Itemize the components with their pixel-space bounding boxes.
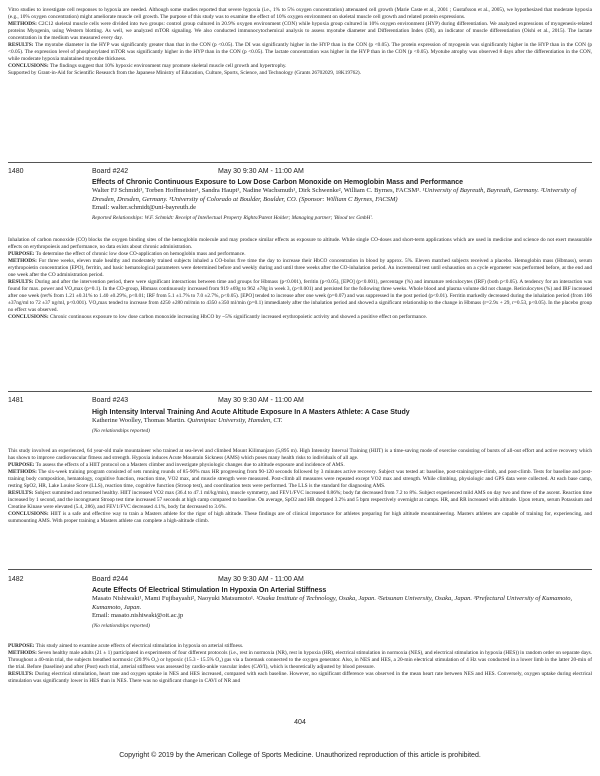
abstract-header-1481 <box>8 397 592 406</box>
author-list: Masato Nishiwaki¹, Mami Fujibayashi², Naoyuki Matsumoto¹. ¹Osaka Institute of Technology, Osaka, Japan. ²Setsunan University, Osaka, Japan. ³Prefectural University of Kumamoto, Kumamoto, Japan. <box>92 595 573 611</box>
paragraph: CONCLUSIONS: HIIT is a safe and effective way to train a Masters athlete for the rigor of high altitude. These findings are of clinical importance for athletes preparing for high altitude mountaineering. Masters athletes are capable of training for, experiencing, and summounting AMS. With proper training a Masters athlete can complete a high-altitude climb. <box>8 511 592 524</box>
abstract-title: Acute Effects Of Electrical Stimulation In Hypoxia On Arterial Stiffness <box>92 587 327 594</box>
abstract-title: Effects of Chronic Continuous Exposure to Low Dose Carbon Monoxide on Hemoglobin Mass and Performance <box>92 179 464 186</box>
paragraph: Vitro studies to investigate cell responses to hypoxia are needed. Although some studies reported that severe hypoxia (i.e., 1% to 5% oxygen concentration) attenuated cell growth (Marie Caste et al., 2001 ; Gustafsson et al., 2005), we hypothesized that moderate hypoxia (e.g., 10% oxygen concentration) might ameliorate muscle cell growth. The purpose of this study was to examine the effect of 10% oxygen environment on skeletal muscle cell growth and related protein expressions. <box>8 7 592 20</box>
paragraph: CONCLUSIONS: Chronic continuous exposure to low dose carbon monoxide increasing HbCO by ~5% significantly increased erythropoietic activity and showed a positive effect on performance. <box>8 314 428 320</box>
paragraph: PURPOSE: To determine the effect of chronic low dose CO-application on hemoglobin mass and performance. <box>8 251 246 257</box>
paragraph: METHODS: For three weeks, eleven male healthy and moderately trained subjects inhaled a CO-bolus five time the day to increase their HbCO concentration in blood by approx. 5%. Eleven matched subjects received a placebo. Hemoglobin mass (Hbmass), serum erythropoietin concentration (EPO), ferritin, and basic hematological parameters were determined before and weekly during and until three weeks after the CO-inhalation period. An incremental test until exhaustion on a cycle ergometer was performed before, at the end and one week after the CO administration period. <box>8 258 592 278</box>
abstract-number: 1481 <box>8 397 24 404</box>
paragraph: PURPOSE: To assess the effects of a HIIT protocol on a Masters climber and investigate physiologic changes due to altitude exposure and incidence of AMS. <box>8 462 345 468</box>
paragraph: RESULTS: During electrical stimulation, heart rate and oxygen uptake in NES and HES increased, compared with each baseline. However, no significant difference was observed in the mean heart rate between NES and HES. Conversely, oxygen uptake during electrical stimulation was significantly lower in HES than in NES. There was no significant change in CAVI of NR and <box>8 671 592 684</box>
board-number: Board #242 <box>92 168 129 175</box>
paragraph: METHODS: C2C12 skeletal muscle cells were divided into two groups: control group cultured in 20.9% oxygen environment (CON) while hypoxia group cultured in 10% oxygen environment (HYP) during differentiation. We analyzed expressions of myogenesis-related proteins Myogenin, using Western blotting. As well, we analyzed mTOR signaling. We also conducted immunocytochemical analysis to assess myotube diameter and Differentiation Index (DI), an indicator of muscle differentiation (Oishi et al., 2015). The lactate concentration in the medium was measured every day. <box>8 21 592 41</box>
divider <box>8 569 592 570</box>
abstract-body-1482 <box>8 643 592 685</box>
abstract-body-1480 <box>8 237 592 321</box>
paragraph: RESULTS: The myotube diameter in the HYP was significantly greater than that in the CON (p <0.05). The DI was significantly higher in the HYP than in the CON (p <0.05). The protein expression of myogenin was significantly higher in the HYP than in the CON (p <0.05). The expression level of phosphorylated mTOR was significantly higher in the HYP than in the CON (p <0.05). The lactate concentration was higher in the HYP than in the CON (p <0.05). Myotube atrophy was observed 8 days after the differentiation in the CON, while moderate hypoxia maintained myotube thickness. <box>8 42 592 62</box>
paragraph: RESULTS: Subject summited and returned healthy. HIIT increased VO2 max (36.4 to 47.1 ml/kg/min), muscle symmetry, and FEV1/FVC increased 0.86%; body fat decreased from 7.2 to 8%. Subject experienced mild AMS on day two and three of the ascent. Reaction time increased by 1 second, and the incongruent Stroop test time increased 57 seconds at high camp compared to baseline. On average, SpO2 and HR dropped 3.2% and 5 bpm respectively overnight at camps. HR, and RR increased with altitude. Upon return, serum Potassium and Creatine Kinase were elevated (5.4, 286), and FEV1/FVC decreased 4.1%, body fat decreased to 3.6%. <box>8 490 592 510</box>
paragraph: This study involved an experienced, 64 year-old male mountaineer who trained at sea-level and climbed Mount Kilimanjaro (5,895 m). High Intensity Interval Training (HIIT) is a time-saving mode of exercise consisting of bursts of all-out effort and active recovery which has shown to improve cardiovascular fitness and strength. Hypoxia induces Acute Mountain Sickness (AMS) which poses many health risks to individuals of all age. <box>8 448 592 461</box>
author-list: Walter FJ Schmidt¹, Torben Hoffmeister¹, Sandra Haupt¹, Nadine Wachsmuth¹, Dirk Schwenke², William C. Byrnes, FACSM³. ¹University of Bayreuth, Bayreuth, Germany. ²University of Dresden, Dresden, Germany. ³University of Colorado at Boulder, Boulder, CO. (Sponsor: William C Byrnes, FACSM) <box>92 187 577 203</box>
author-email: Email: walter.schmidt@uni-bayreuth.de <box>92 204 196 211</box>
paragraph: METHODS: Seven healthy male adults (21 ± 1) participated in experiments of four different protocols (i.e., rest in normoxia (NR), rest in hypoxia (HR), electrical stimulation in normoxia (NES), and electrical stimulation in hypoxia (HES)) in random order on separate days. Throughout a 40-min trial, the subjects breathed normoxic (20.9% O₂) or hypoxic (15.3 - 15.5% O₂) gas via a facemask connected to the oxygen generator. Also, in NES and HES, a 20-min electrical stimulation of 4 Hz was conducted in a lower limb in the latter 20-min of the trial. Before (baseline) and after (Post) each trial, arterial stiffness was assessed by cardio-ankle vascular index (CAVI), which is theoretically adjusted by blood pressure. <box>8 650 592 670</box>
abstract-meta-1481 <box>92 408 592 435</box>
disclosure: (No relationships reported) <box>92 622 150 629</box>
divider <box>8 162 592 163</box>
board-number: Board #244 <box>92 576 129 583</box>
abstract-header-1480 <box>8 168 592 177</box>
disclosure: Reported Relationships: W.F. Schmidt: Receipt of Intellectual Property Rights/Patent Holder; Managing partner; 'Blood tec GmbH'. <box>92 214 373 221</box>
abstract-meta-1480 <box>92 178 592 222</box>
author-list: Katherine Woolley, Thomas Martin. Quinnipiac University, Hamden, CT. <box>92 417 283 424</box>
paragraph: Supported by Grant-in-Aid for Scientific Research from the Japanese Ministry of Education, Culture, Sports, Science, and Technology (Grants 26702029, 18K19762). <box>8 70 362 76</box>
continuation-block <box>8 7 592 77</box>
author-email: Email: masato.nishiwaki@oit.ac.jp <box>92 612 184 619</box>
paragraph: CONCLUSIONS: The findings suggest that 10% hypoxic environment may promote skeletal muscle cell growth and hypertrophy. <box>8 63 287 69</box>
session-time: May 30 9:30 AM - 11:00 AM <box>218 576 304 583</box>
session-time: May 30 9:30 AM - 11:00 AM <box>218 168 304 175</box>
abstract-body-1481 <box>8 448 592 525</box>
abstract-title: High Intensity Interval Training And Acute Altitude Exposure In A Masters Athlete: A Case Study <box>92 409 410 416</box>
disclosure: (No relationships reported) <box>92 427 150 434</box>
abstract-meta-1482 <box>92 586 592 630</box>
divider <box>8 391 592 392</box>
copyright-notice: Copyright © 2019 by the American College of Sports Medicine. Unauthorized reproduction of this article is prohibited. <box>119 752 481 759</box>
session-time: May 30 9:30 AM - 11:00 AM <box>218 397 304 404</box>
board-number: Board #243 <box>92 397 129 404</box>
page-number: 404 <box>294 719 306 726</box>
paragraph: PURPOSE: This study aimed to examine acute effects of electrical stimulation in hypoxia on arterial stiffness. <box>8 643 244 649</box>
abstract-number: 1482 <box>8 576 24 583</box>
paragraph: RESULTS: During and after the intervention period, there were significant interactions between time and groups for Hbmass (p<0.001), ferritin (p<0.05), [EPO] (p<0.001), percentage (%) and immature reticulocytes (IRF) (both p<0.05). A tendency for an interaction was found for max. power and VO₂max (p=0.1). In the CO-group, Hbmass continuously increased from 919 ±69g to 962 ±78g in week 3, (p<0.001) and persisted for the following three weeks. Whole blood and plasma volume did not change. Reticulocytes (%) and IRF increased after one week (ret% from 1.21 ±0.31% to 1.40 ±0.29%, p<0.01; IRF from 5.1 ±1.7% to 7.0 ±2.7%, p<0.05). [EPO] tended to increase after one week (p=0.07) and was suppressed in the post period (p<0.01). Ferritin markedly decreased during the inhalation period (from 106 ±37ng/ml to 72 ±37 ng/ml, p<0.001). VO₂max tended to increase from 4250 ±280 ml/min to 4350 ±350 ml/min (p=0.1) immediately after the inhalation period and showed a significant relationship to the change in Hbmass (r=2.9x + 29, r=0.53, p<0.05). In the placebo group no effect was observed. <box>8 279 592 313</box>
paragraph: Inhalation of carbon monoxide (CO) blocks the oxygen binding sites of the hemoglobin molecule and may produce similar effects as exposure to altitude. While single CO-doses and short-term applications which are used in medicine and science do not exert measurable effects on erythropoiesis and performance, no data exists about chronic administration. <box>8 237 592 250</box>
abstract-header-1482 <box>8 576 592 585</box>
paragraph: METHODS: The six-week training program consisted of sets running rounds of 85-90% max HR progressing from 90-120 seconds followed by 3 minutes active recovery. Subject was tested at: baseline, post-training/pre-climb, and post-climb. Tests for baseline and post-training body composition, hematology, cognitive function, reaction time, VO2 max, and muscle strength were measured. Post-climb all measures were repeated except VO2 max and strength. While climbing, physiologic and GPS data were collected. At each base camp, resting SpO2, HR, Lake Louise Score (LLS), reaction time, cognitive function (Stroop test), and coordination tests were performed. The LLS is the standard for diagnosing AMS. <box>8 469 592 489</box>
abstract-number: 1480 <box>8 168 24 175</box>
